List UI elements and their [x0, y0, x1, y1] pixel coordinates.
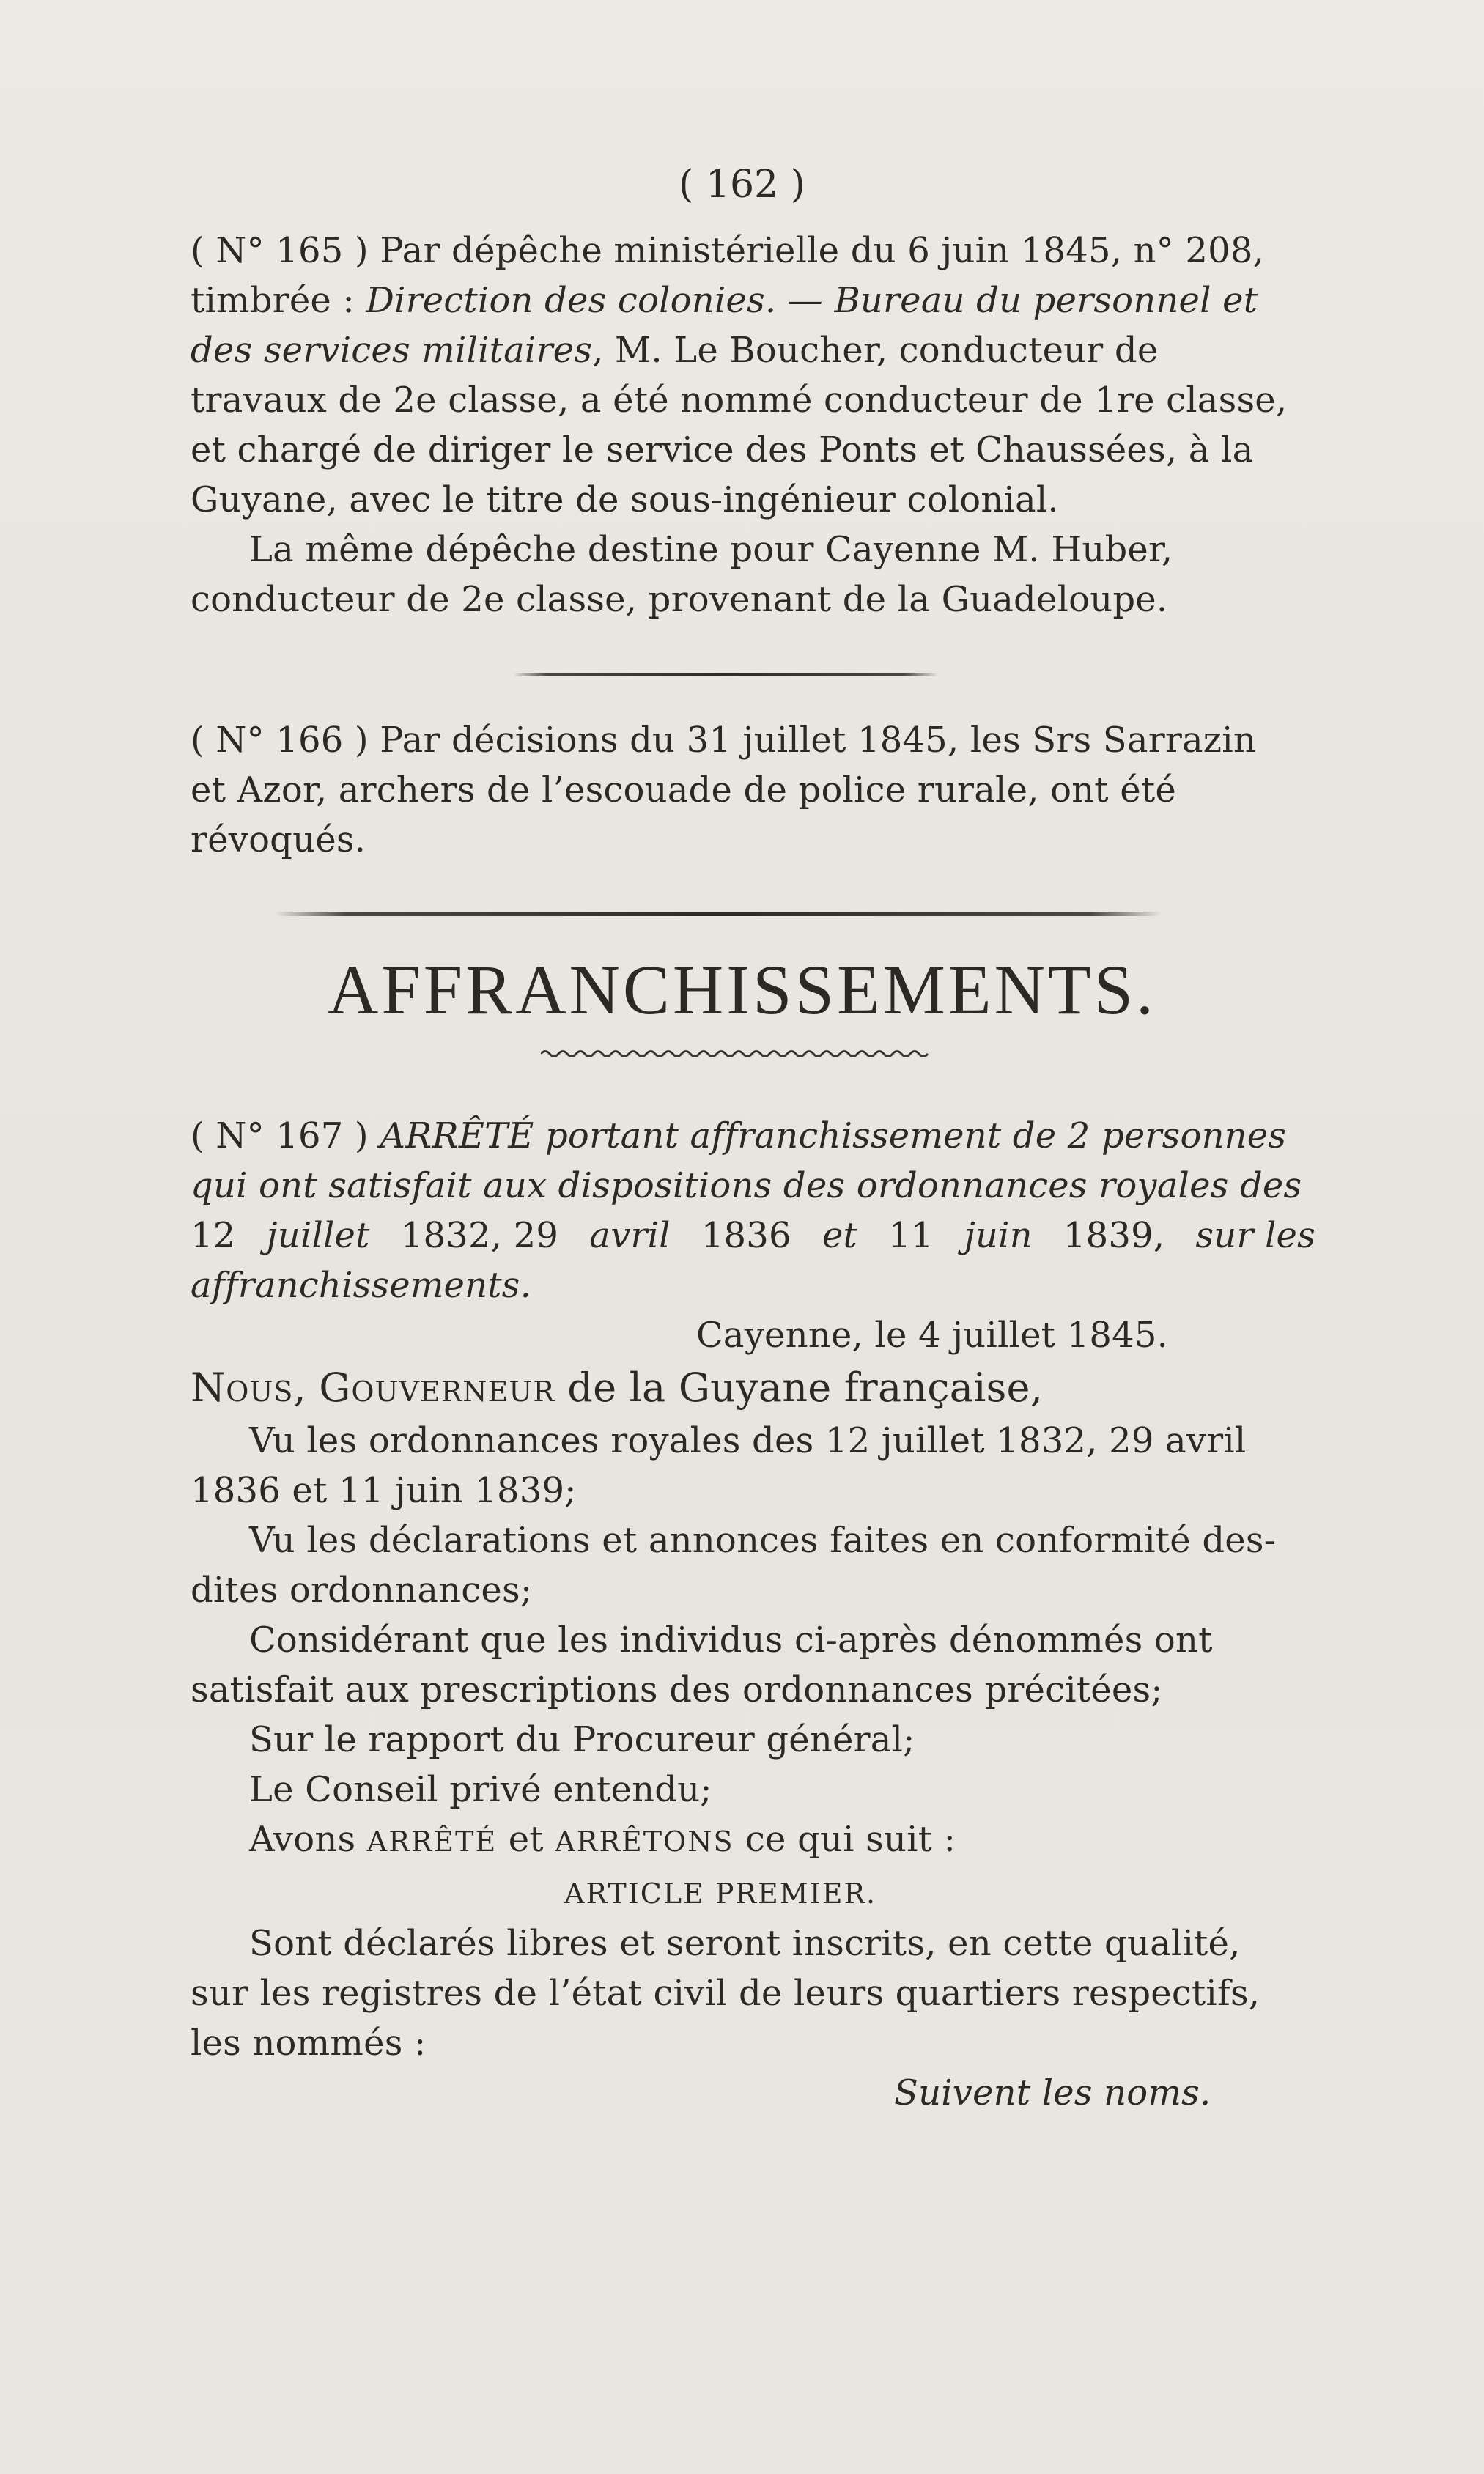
entry-167-title-3 [191, 1211, 1315, 1260]
separator-rule-1 [513, 673, 938, 676]
avons: Avons [249, 1819, 356, 1860]
t3-f: et [822, 1215, 858, 1256]
entry-166-line-3: révoqués. [191, 819, 366, 860]
separator-rule-2 [275, 912, 1162, 916]
entry-165-line-3-text: , M. Le Boucher, conducteur de [592, 330, 1159, 371]
entry-165-line-2-italic: Direction des colonies. — Bureau du personnel et [366, 280, 1258, 321]
article-premier-text: ARTICLE PREMIER. [564, 1877, 877, 1910]
entry-166 [191, 715, 1315, 865]
suivent-les-noms: Suivent les noms. [894, 2072, 1211, 2113]
entry-165-line-8: conducteur de 2e classe, provenant de la Guadeloupe. [191, 579, 1168, 620]
entry-167-line-1 [191, 1111, 1315, 1161]
entry-166-line-2: et Azor, archers de l’escouade de police rurale, ont été [191, 769, 1176, 810]
avons-et: et [508, 1819, 544, 1860]
entry-167-title-4: affranchissements. [191, 1265, 532, 1306]
nous-sep: , [293, 1365, 320, 1411]
entry-167-title-2: qui ont satisfait aux dispositions des ordonnances royales des [191, 1165, 1302, 1206]
vu-ordonnances-cont: 1836 et 11 juin 1839; [191, 1470, 577, 1511]
entry-165-line-7: La même dépêche destine pour Cayenne M. Huber, [249, 529, 1173, 570]
entry-165-line-2-text: timbrée : [191, 280, 366, 321]
page-number: ( 162 ) [679, 163, 805, 207]
t3-a: 12 [191, 1215, 236, 1256]
t3-c: 1832, 29 [400, 1215, 559, 1256]
t3-i: 1839, [1063, 1215, 1165, 1256]
sont-declares-cont-1: sur les registres de l’état civil de leurs quartiers respectifs, [191, 1973, 1260, 2014]
sont-declares-cont-2: les nommés : [191, 2023, 427, 2064]
arretons: ARRÊTONS [555, 1825, 734, 1858]
sur-le-rapport: Sur le rapport du Procureur général; [249, 1719, 915, 1760]
vu-declarations-cont: dites ordonnances; [191, 1570, 533, 1611]
entry-167-number: ( N° 167 ) [191, 1115, 380, 1156]
entry-165-line-1: ( N° 165 ) Par dépêche ministérielle du 6 juin 1845, n° 208, [191, 230, 1265, 271]
entry-165-line-5: et chargé de diriger le service des Ponts et Chaussées, à la [191, 429, 1254, 470]
entry-167 [191, 1111, 1315, 2118]
arrete: ARRÊTÉ [366, 1825, 498, 1858]
t3-j: sur les [1195, 1215, 1315, 1256]
gouverneur: Gouverneur [319, 1365, 555, 1411]
entry-165-line-6: Guyane, avec le titre de sous-ingénieur colonial. [191, 479, 1059, 520]
t3-g: 11 [888, 1215, 934, 1256]
entry-165-line-3-italic: des services militaires [191, 330, 593, 371]
avons-arrete [191, 1814, 1315, 1866]
entry-165 [191, 226, 1315, 624]
entry-165-line-4: travaux de 2e classe, a été nommé conducteur de 1re classe, [191, 380, 1288, 421]
wavy-ornament [541, 1049, 929, 1059]
t3-e: 1836 [701, 1215, 791, 1256]
section-heading: AFFRANCHISSEMENTS. [328, 950, 1156, 1029]
vu-ordonnances: Vu les ordonnances royales des 12 juillet 1832, 29 avril [249, 1420, 1247, 1461]
t3-h: juin [964, 1215, 1033, 1256]
conseil-prive: Le Conseil privé entendu; [249, 1769, 712, 1810]
dateline: Cayenne, le 4 juillet 1845. [696, 1315, 1169, 1356]
entry-166-line-1: ( N° 166 ) Par décisions du 31 juillet 1845, les Srs Sarrazin [191, 720, 1256, 761]
sont-declares: Sont déclarés libres et seront inscrits, en cette qualité, [249, 1923, 1241, 1964]
t3-b: juillet [266, 1215, 370, 1256]
nous-gouverneur [191, 1360, 1315, 1416]
entry-167-title-1: ARRÊTÉ portant affranchissement de 2 personnes [380, 1115, 1287, 1156]
entry-165-line-3 [191, 325, 1315, 375]
nous-rest: de la Guyane française, [554, 1365, 1044, 1411]
entry-165-line-2 [191, 276, 1315, 325]
article-premier [191, 1866, 1315, 1919]
considerant: Considérant que les individus ci-après dénommés ont [249, 1620, 1213, 1661]
considerant-cont: satisfait aux prescriptions des ordonnances précitées; [191, 1669, 1163, 1710]
nous: Nous [191, 1365, 294, 1411]
t3-d: avril [589, 1215, 671, 1256]
avons-rest: ce qui suit : [745, 1819, 956, 1860]
vu-declarations: Vu les déclarations et annonces faites en conformité des- [249, 1520, 1277, 1561]
